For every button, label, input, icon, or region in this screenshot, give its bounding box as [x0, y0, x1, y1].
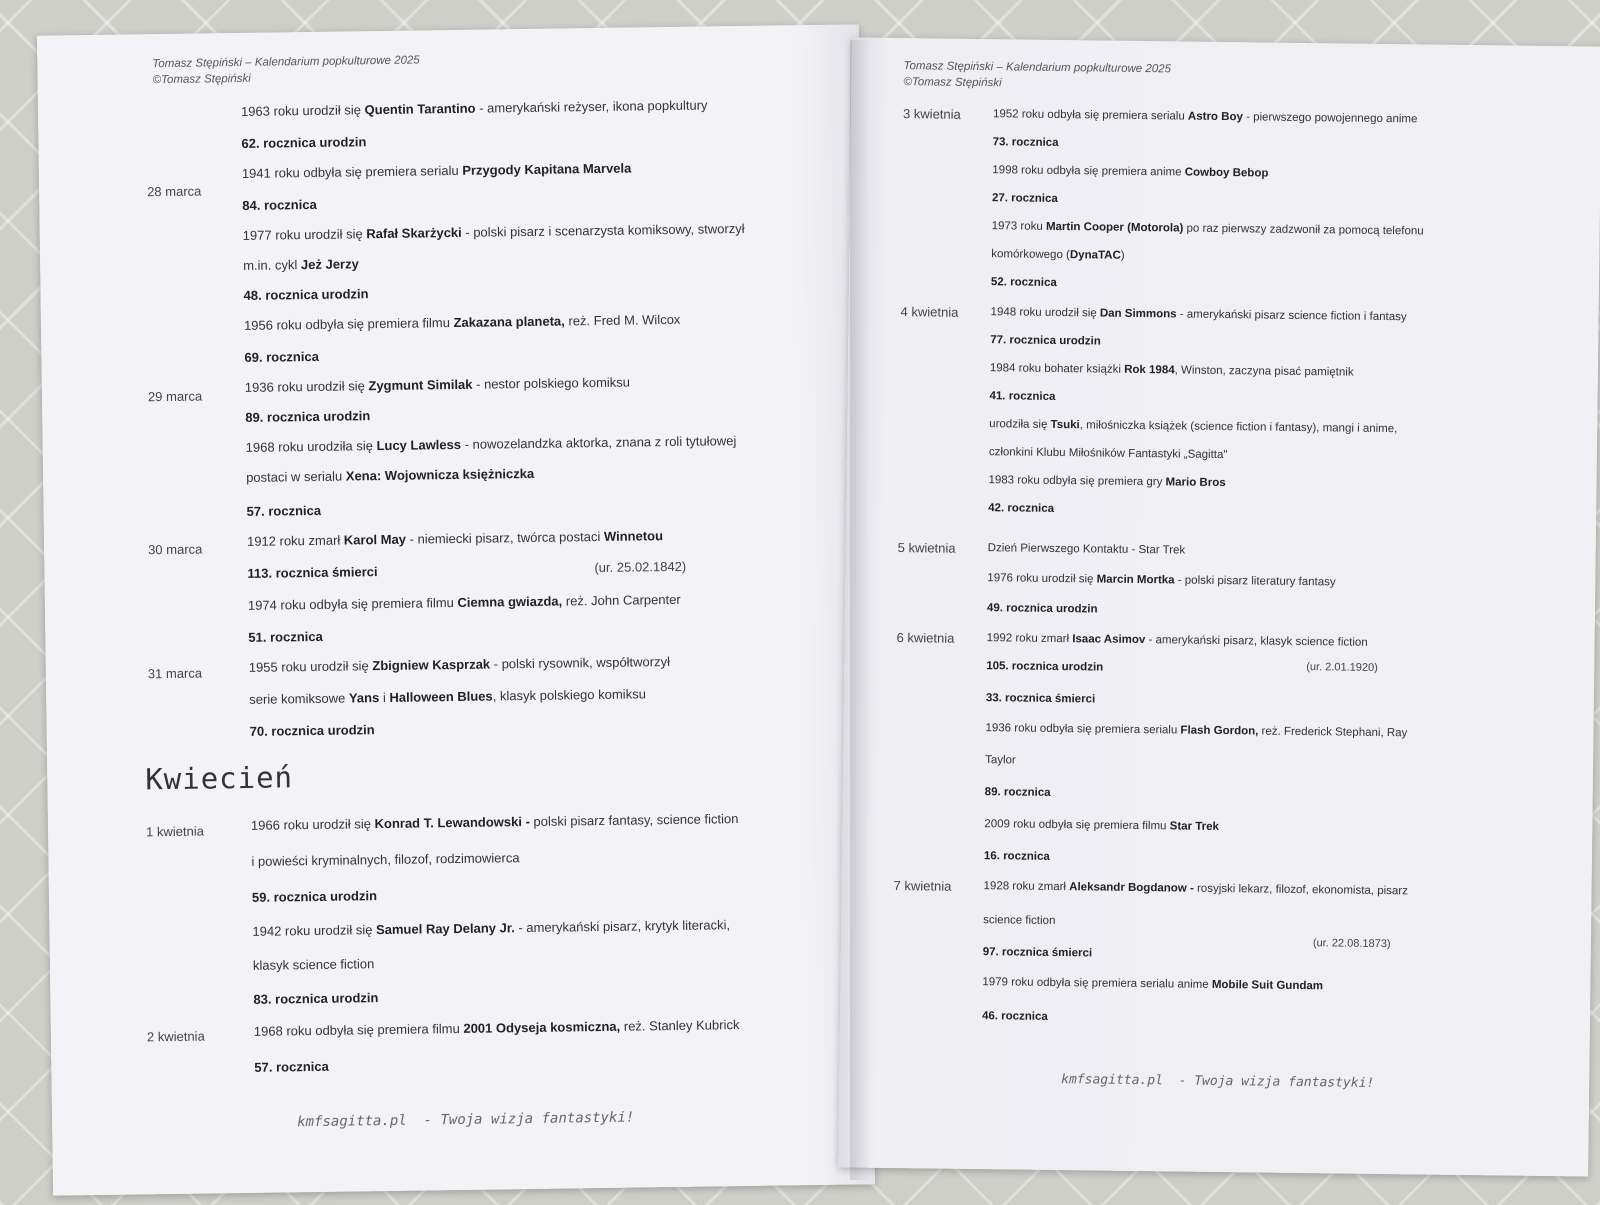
- calendar-entry: m.in. cykl Jeż Jerzy: [243, 256, 359, 273]
- calendar-entry: 41. rocznica: [989, 390, 1056, 403]
- calendar-entry: 1942 roku urodził się Samuel Ray Delany Jr. - amerykański pisarz, krytyk literacki,: [252, 917, 731, 939]
- calendar-entry: 113. rocznica śmierci: [247, 564, 378, 581]
- calendar-entry: 1992 roku zmarł Isaac Asimov - amerykański pisarz, klasyk science fiction: [986, 632, 1368, 649]
- calendar-entry: 33. rocznica śmierci: [985, 692, 1096, 706]
- calendar-entry: 1974 roku odbyła się premiera filmu Ciemna gwiazda, reż. John Carpenter: [247, 591, 681, 613]
- calendar-entry: 1968 roku odbyła się premiera filmu 2001 Odyseja kosmiczna, reż. Stanley Kubrick: [253, 1017, 740, 1039]
- footer-site: kmfsagitta.pl: [1061, 1072, 1164, 1089]
- date-label: 1 kwietnia: [145, 823, 204, 840]
- calendar-entry: 1928 roku zmarł Aleksandr Bogdanow - rosyjski lekarz, filozof, ekonomista, pisarz: [983, 880, 1408, 898]
- date-label: 3 kwietnia: [902, 106, 961, 122]
- header-title: Tomasz Stępiński – Kalendarium popkulturowe 2025: [152, 54, 420, 71]
- calendar-entry: serie komiksowe Yans i Halloween Blues, klasyk polskiego komiksu: [249, 686, 646, 707]
- footer-slogan: - Twoja wizja fantastyki!: [1178, 1073, 1375, 1091]
- calendar-entry: klasyk science fiction: [252, 956, 375, 973]
- date-label: 7 kwietnia: [893, 878, 952, 894]
- calendar-entry: 69. rocznica: [244, 348, 319, 365]
- calendar-entry: 51. rocznica: [248, 628, 323, 645]
- calendar-entry: postaci w serialu Xena: Wojownicza księżniczka: [246, 465, 535, 485]
- calendar-entry: 89. rocznica: [984, 786, 1051, 799]
- birth-date-note: (ur. 25.02.1842): [594, 558, 687, 576]
- calendar-entry: urodziła się Tsuki, miłośniczka książek (science fiction i fantasy), mangi i anime,: [989, 418, 1398, 436]
- month-heading: Kwiecień: [145, 760, 294, 797]
- calendar-entry: 1936 roku odbyła się premiera serialu Flash Gordon, reż. Frederick Stephani, Ray: [985, 722, 1408, 740]
- calendar-entry: 52. rocznica: [990, 276, 1057, 289]
- calendar-entry: 1948 roku urodził się Dan Simmons - amerykański pisarz science fiction i fantasy: [990, 306, 1407, 324]
- page-header: [152, 52, 420, 88]
- calendar-entry: 27. rocznica: [991, 192, 1058, 205]
- calendar-entry: 1963 roku urodził się Quentin Tarantino - amerykański reżyser, ikona popkultury: [240, 97, 708, 119]
- header-copyright: ©Tomasz Stępiński: [903, 76, 1002, 90]
- page-footer: [1061, 1072, 1374, 1091]
- calendar-entry: 70. rocznica urodzin: [249, 722, 375, 739]
- calendar-entry: Dzień Pierwszego Kontaktu - Star Trek: [987, 542, 1186, 557]
- calendar-entry: 62. rocznica urodzin: [241, 134, 367, 151]
- calendar-entry: i powieści kryminalnych, filozof, rodzimowierca: [251, 850, 520, 869]
- calendar-entry: 1984 roku bohater książki Rok 1984, Winston, zaczyna pisać pamiętnik: [989, 362, 1354, 379]
- calendar-entry: 16. rocznica: [983, 850, 1050, 863]
- calendar-entry: 73. rocznica: [992, 136, 1059, 149]
- date-label: 31 marca: [147, 665, 203, 682]
- header-title: Tomasz Stępiński – Kalendarium popkulturowe 2025: [903, 60, 1172, 76]
- date-label: 5 kwietnia: [897, 540, 956, 556]
- date-label: 30 marca: [148, 541, 203, 558]
- right-page: [838, 37, 1600, 1176]
- calendar-entry: 2009 roku odbyła się premiera filmu Star Trek: [984, 818, 1219, 834]
- calendar-entry: Taylor: [985, 754, 1016, 767]
- date-label: 28 marca: [147, 183, 202, 200]
- calendar-entry: 1941 roku odbyła się premiera serialu Przygody Kapitana Marvela: [241, 160, 632, 181]
- date-label: 4 kwietnia: [900, 304, 959, 320]
- calendar-entry: 1977 roku urodził się Rafał Skarżycki - polski pisarz i scenarzysta komiksowy, stworzył: [242, 220, 745, 243]
- calendar-entry: 1956 roku odbyła się premiera filmu Zakazana planeta, reż. Fred M. Wilcox: [243, 311, 681, 333]
- calendar-entry: 1973 roku Martin Cooper (Motorola) po raz pierwszy zadzwonił za pomocą telefonu: [991, 220, 1424, 238]
- calendar-entry: 97. rocznica śmierci: [982, 946, 1093, 960]
- calendar-entry: komórkowego (DynaTAC): [991, 248, 1125, 262]
- footer-site: kmfsagitta.pl: [297, 1112, 407, 1131]
- calendar-entry: 1955 roku urodził się Zbigniew Kasprzak - polski rysownik, współtworzył: [248, 654, 671, 675]
- calendar-entry: 1979 roku odbyła się premiera serialu anime Mobile Suit Gundam: [982, 976, 1324, 993]
- calendar-entry: 57. rocznica: [246, 502, 322, 519]
- footer-slogan: - Twoja wizja fantastyki!: [423, 1109, 635, 1129]
- calendar-entry: 77. rocznica urodzin: [990, 334, 1101, 348]
- calendar-entry: 89. rocznica urodzin: [245, 408, 371, 425]
- calendar-entry: 49. rocznica urodzin: [986, 602, 1098, 616]
- calendar-entry: 46. rocznica: [981, 1010, 1048, 1023]
- date-label: 6 kwietnia: [896, 630, 955, 646]
- left-page: [37, 24, 875, 1195]
- date-label: 29 marca: [147, 388, 203, 405]
- calendar-entry: 1936 roku urodził się Zygmunt Similak - nestor polskiego komiksu: [244, 374, 631, 395]
- page-footer: [297, 1110, 634, 1131]
- calendar-entry: science fiction: [983, 914, 1056, 928]
- calendar-entry: 1983 roku odbyła się premiera gry Mario Bros: [988, 474, 1226, 490]
- birth-date-note: (ur. 22.08.1873): [1312, 937, 1391, 951]
- calendar-entry: 1966 roku urodził się Konrad T. Lewandowski - polski pisarz fantasy, science fiction: [250, 811, 739, 833]
- calendar-entry: 1952 roku odbyła się premiera serialu Astro Boy - pierwszego powojennego anime: [992, 108, 1418, 126]
- header-copyright: ©Tomasz Stępiński: [152, 72, 251, 87]
- calendar-entry: 57. rocznica: [254, 1058, 329, 1075]
- calendar-entry: 1912 roku zmarł Karol May - niemiecki pisarz, twórca postaci Winnetou: [246, 528, 664, 549]
- calendar-entry: 105. rocznica urodzin: [986, 660, 1104, 674]
- calendar-entry: 1968 roku urodziła się Lucy Lawless - nowozelandzka aktorka, znana z roli tytułowej: [245, 433, 737, 455]
- date-label: 2 kwietnia: [146, 1028, 205, 1045]
- calendar-entry: 42. rocznica: [988, 502, 1055, 515]
- calendar-entry: 48. rocznica urodzin: [243, 286, 369, 303]
- calendar-entry: 1998 roku odbyła się premiera anime Cowboy Bebop: [992, 164, 1269, 180]
- book-spine: [850, 40, 870, 1180]
- calendar-entry: 84. rocznica: [242, 196, 317, 213]
- calendar-entry: członkini Klubu Miłośników Fantastyki „Sagitta": [988, 446, 1228, 462]
- calendar-entry: 83. rocznica urodzin: [253, 990, 379, 1007]
- birth-date-note: (ur. 2.01.1920): [1306, 661, 1378, 674]
- page-header: [903, 58, 1171, 93]
- calendar-entry: 1976 roku urodził się Marcin Mortka - polski pisarz literatury fantasy: [987, 572, 1336, 589]
- calendar-entry: 59. rocznica urodzin: [251, 888, 378, 905]
